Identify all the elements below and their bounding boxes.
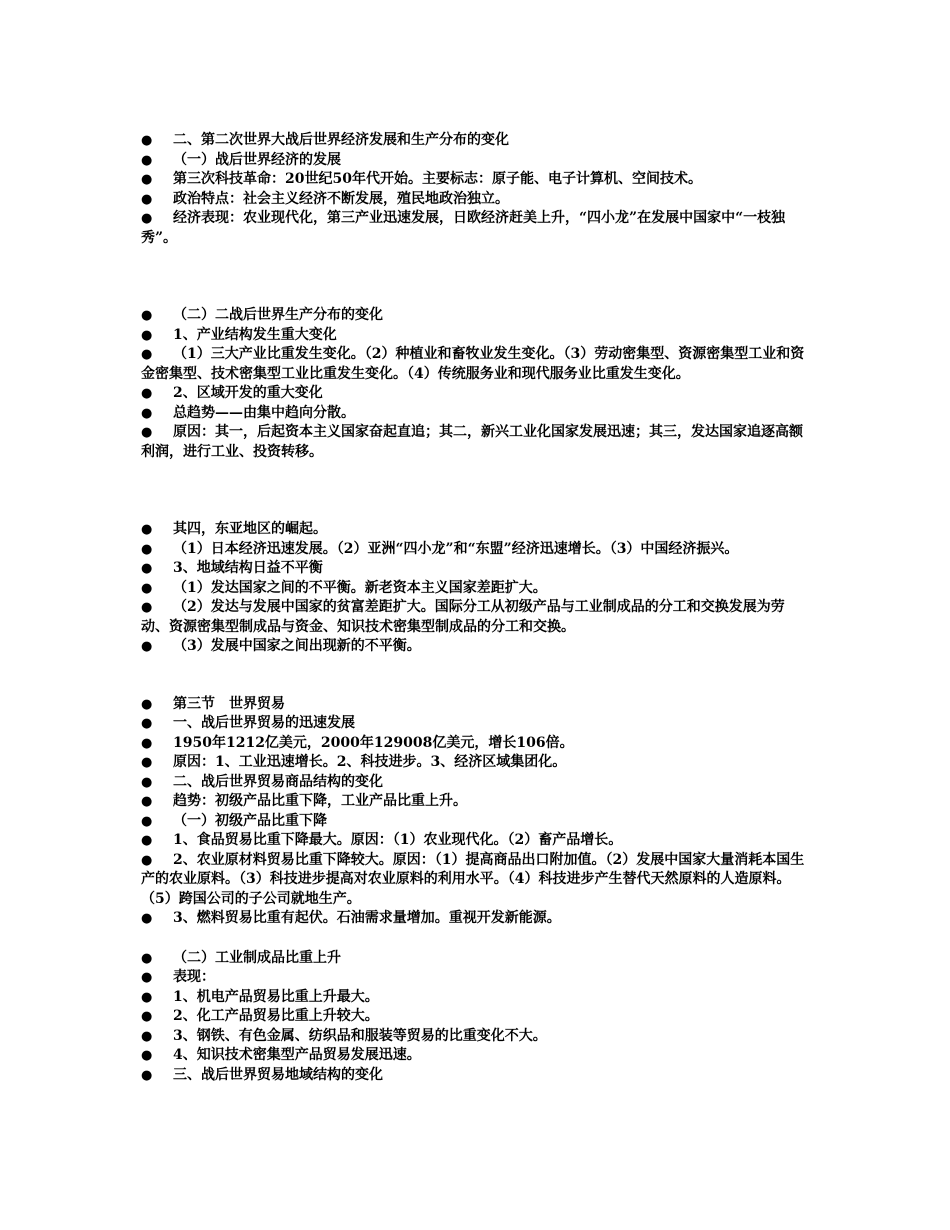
list-item — [141, 151, 811, 171]
list-item-text: 表现： — [173, 969, 215, 985]
list-item — [141, 384, 811, 404]
list-item — [141, 831, 811, 851]
list-item-text: 3、钢铁、有色金属、纺织品和服装等贸易的比重变化不大。 — [173, 1027, 547, 1044]
list-item-text: 4、知识技术密集型产品贸易发展迅速。 — [173, 1047, 421, 1063]
list-item — [141, 812, 811, 832]
bullet-icon: ● — [141, 989, 153, 1005]
bullet-icon: ● — [141, 600, 153, 615]
bullet-icon: ● — [141, 970, 153, 985]
list-item — [141, 714, 811, 734]
list-item-text: 原因：其一，后起资本主义国家奋起直追；其二，新兴工业化国家发展迅速；其三，发达国家追逐高额利润，进行工业、投资转移。 — [141, 424, 803, 460]
bullet-icon: ● — [141, 639, 153, 654]
list-item — [141, 734, 811, 754]
list-item — [141, 423, 811, 462]
list-item — [141, 579, 811, 599]
list-item — [141, 598, 811, 637]
list-item — [141, 345, 811, 384]
list-item — [141, 949, 811, 969]
list-item-text: 趋势：初级产品比重下降，工业产品比重上升。 — [173, 793, 467, 809]
list-item — [141, 326, 811, 346]
bullet-icon: ● — [141, 813, 153, 829]
paragraph-spacer — [141, 657, 811, 695]
list-item — [141, 209, 811, 248]
list-item — [141, 637, 811, 657]
list-item-text: 二、战后世界贸易商品结构的变化 — [173, 773, 383, 790]
list-item — [141, 559, 811, 579]
bullet-icon: ● — [141, 347, 153, 362]
list-item — [141, 520, 811, 540]
bullet-icon: ● — [141, 774, 153, 790]
list-item — [141, 792, 811, 812]
list-item — [141, 404, 811, 424]
list-item-text: （1）日本经济迅速发展。（2）亚洲“四小龙”和“东盟”经济迅速增长。（3）中国经济振兴。 — [173, 540, 739, 557]
bullet-icon: ● — [141, 386, 153, 401]
list-item — [141, 540, 811, 560]
list-item — [141, 1046, 811, 1066]
list-item-text: 原因：1、工业迅速增长。2、科技进步。3、经济区域集团化。 — [173, 754, 567, 770]
bullet-icon: ● — [141, 794, 153, 809]
list-item-text: 1、机电产品贸易比重上升最大。 — [173, 988, 379, 1005]
paragraph-spacer — [141, 929, 811, 949]
bullet-icon: ● — [141, 1048, 153, 1063]
bullet-icon: ● — [141, 172, 153, 187]
list-item-text: 政治特点：社会主义经济不断发展，殖民地政治独立。 — [173, 190, 509, 207]
list-item — [141, 1007, 811, 1027]
text-block — [141, 131, 811, 248]
bullet-icon: ● — [141, 1028, 153, 1044]
list-item — [141, 909, 811, 929]
bullet-icon: ● — [141, 852, 153, 868]
bullet-icon: ● — [141, 405, 153, 421]
list-item — [141, 170, 811, 190]
bullet-icon: ● — [141, 1009, 153, 1024]
bullet-icon: ● — [141, 308, 153, 323]
list-item — [141, 968, 811, 988]
list-item-text: 其四，东亚地区的崛起。 — [173, 521, 327, 537]
list-item-text: （1）发达国家之间的不平衡。新老资本主义国家差距扩大。 — [173, 579, 547, 596]
list-item — [141, 988, 811, 1008]
list-item-text: （3）发展中国家之间出现新的不平衡。 — [173, 638, 421, 654]
list-item-text: 1、产业结构发生重大变化 — [173, 326, 337, 343]
list-item-text: 经济表现：农业现代化，第三产业迅速发展，日欧经济赶美上升，“四小龙”在发展中国家中“一枝独秀”。 — [141, 210, 786, 246]
bullet-icon: ● — [141, 522, 153, 537]
list-item — [141, 131, 811, 151]
text-block — [141, 695, 811, 929]
list-item-text: （1）三大产业比重发生变化。（2）种植业和畜牧业发生变化。（3）劳动密集型、资源密集型工业和资金密集型、技术密集型工业比重发生变化。（4）传统服务业和现代服务业比重发生变化。 — [141, 346, 805, 382]
list-item-text: （一）初级产品比重下降 — [173, 812, 327, 829]
bullet-icon: ● — [141, 911, 153, 926]
list-item-text: 3、燃料贸易比重有起伏。石油需求量增加。重视开发新能源。 — [173, 910, 561, 926]
bullet-icon: ● — [141, 211, 153, 226]
bullet-icon: ● — [141, 696, 153, 712]
bullet-icon: ● — [141, 541, 153, 557]
list-item-text: 1、食品贸易比重下降最大。原因：（1）农业现代化。（2）畜产品增长。 — [173, 832, 623, 848]
list-item — [141, 753, 811, 773]
list-item — [141, 190, 811, 210]
text-block — [141, 520, 811, 657]
bullet-icon: ● — [141, 716, 153, 731]
text-block — [141, 306, 811, 462]
list-item-text: 第三次科技革命：20世纪50年代开始。主要标志：原子能、电子计算机、空间技术。 — [173, 171, 702, 187]
bullet-icon: ● — [141, 327, 153, 343]
document-body — [141, 131, 811, 1085]
list-item — [141, 1066, 811, 1086]
bullet-icon: ● — [141, 755, 153, 770]
list-item-text: 2、区域开发的重大变化 — [173, 385, 323, 401]
bullet-icon: ● — [141, 735, 153, 751]
list-item — [141, 306, 811, 326]
list-item-text: （二）二战后世界生产分布的变化 — [173, 307, 383, 323]
list-item-text: 2、化工产品贸易比重上升较大。 — [173, 1008, 379, 1024]
list-item-text: 第三节 世界贸易 — [173, 695, 285, 712]
bullet-icon: ● — [141, 191, 153, 207]
bullet-icon: ● — [141, 1067, 153, 1083]
list-item-text: 二、第二次世界大战后世界经济发展和生产分布的变化 — [173, 132, 509, 148]
paragraph-spacer — [141, 462, 811, 520]
list-item-text: （一）战后世界经济的发展 — [173, 151, 341, 168]
paragraph-spacer — [141, 248, 811, 306]
list-item-text: 一、战后世界贸易的迅速发展 — [173, 715, 355, 731]
text-block — [141, 949, 811, 1086]
bullet-icon: ● — [141, 152, 153, 168]
list-item-text: 2、农业原材料贸易比重下降较大。原因：（1）提高商品出口附加值。（2）发展中国家大量消耗本国生产的农业原料。（3）科技进步提高对农业原料的利用水平。（4）科技进步产生替代天然原料的人造原料。（5）跨国公司的子公司就地生产。 — [141, 851, 805, 907]
list-item — [141, 1027, 811, 1047]
bullet-icon: ● — [141, 133, 153, 148]
list-item-text: （2）发达与发展中国家的贫富差距扩大。国际分工从初级产品与工业制成品的分工和交换发展为劳动、资源密集型制成品与资金、知识技术密集型制成品的分工和交换。 — [141, 599, 785, 635]
list-item-text: 1950年1212亿美元，2000年129008亿美元，增长106倍。 — [173, 734, 574, 751]
list-item-text: 三、战后世界贸易地域结构的变化 — [173, 1066, 383, 1083]
list-item — [141, 695, 811, 715]
bullet-icon: ● — [141, 561, 153, 576]
bullet-icon: ● — [141, 833, 153, 848]
list-item-text: （二）工业制成品比重上升 — [173, 949, 341, 966]
list-item-text: 3、地域结构日益不平衡 — [173, 560, 323, 576]
list-item — [141, 851, 811, 910]
list-item — [141, 773, 811, 793]
bullet-icon: ● — [141, 950, 153, 966]
bullet-icon: ● — [141, 425, 153, 440]
bullet-icon: ● — [141, 580, 153, 596]
list-item-text: 总趋势——由集中趋向分散。 — [173, 404, 355, 421]
